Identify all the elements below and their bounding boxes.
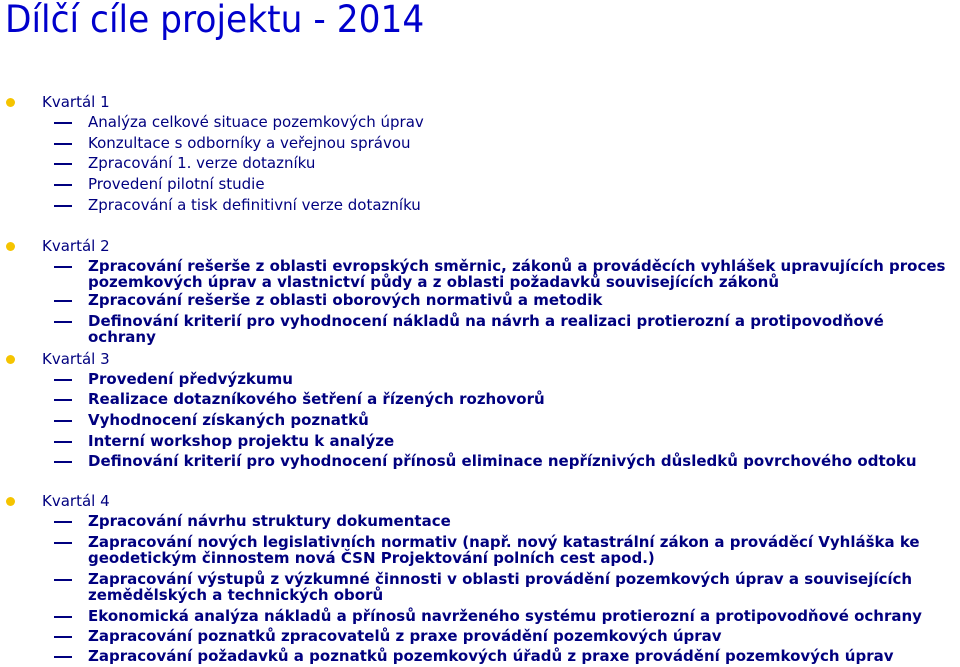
dash-icon <box>54 184 72 186</box>
list-item-text: Ekonomická analýza nákladů a přínosů navrženého systému protierozní a protipovodňové ochrany <box>88 607 922 625</box>
list-item-text: Zpracování rešerše z oblasti evropských směrnic, zákonů a prováděcích vyhlášek upravujících proces pozemkových úprav a vlastnictví půdy a z oblasti požadavků souvisejících zákonů <box>88 257 946 291</box>
list-item-text: Zpracování rešerše z oblasti oborových normativů a metodik <box>88 291 603 309</box>
dash-icon <box>54 266 72 268</box>
bullet-dot-icon <box>6 98 15 107</box>
dash-icon <box>54 656 72 658</box>
dash-icon <box>54 379 72 381</box>
list-item-text: Vyhodnocení získaných poznatků <box>88 411 369 429</box>
list-item-text: Zapracování nových legislativních normativ (např. nový katastrální zákon a prováděcí Vyhláška ke geodetickým činnostem nová ČSN Projektování polních cest apod.) <box>88 533 920 567</box>
list-item-text: Interní workshop projektu k analýze <box>88 432 395 450</box>
quarter-label: Kvartál 4 <box>42 492 110 510</box>
list-item-text: Zapracování požadavků a poznatků pozemkových úřadů z praxe provádění pozemkových úprav <box>88 647 894 665</box>
quarter-label: Kvartál 3 <box>42 350 110 368</box>
list-item-text: Definování kriterií pro vyhodnocení přínosů eliminace nepříznivých důsledků povrchového odtoku <box>88 452 917 470</box>
dash-icon <box>54 579 72 581</box>
dash-icon <box>54 636 72 638</box>
list-item-text: Provedení předvýzkumu <box>88 370 293 388</box>
list-item-text: Zpracování 1. verze dotazníku <box>88 154 316 172</box>
dash-icon <box>54 420 72 422</box>
dash-icon <box>54 461 72 463</box>
dash-icon <box>54 163 72 165</box>
list-item-text: Realizace dotazníkového šetření a řízených rozhovorů <box>88 390 545 408</box>
dash-icon <box>54 616 72 618</box>
quarter-label: Kvartál 2 <box>42 237 110 255</box>
quarter-label: Kvartál 1 <box>42 93 110 111</box>
list-item-text: Definování kriterií pro vyhodnocení nákladů na návrh a realizaci protierozní a protipovodňové ochrany <box>88 312 884 346</box>
dash-icon <box>54 300 72 302</box>
bullet-dot-icon <box>6 355 15 364</box>
dash-icon <box>54 143 72 145</box>
list-item-text: Provedení pilotní studie <box>88 175 265 193</box>
dash-icon <box>54 321 72 323</box>
bullet-dot-icon <box>6 497 15 506</box>
page-title: Dílčí cíle projektu - 2014 <box>5 0 425 41</box>
list-item-text: Zapracování poznatků zpracovatelů z praxe provádění pozemkových úprav <box>88 627 722 645</box>
list-item-text: Zpracování návrhu struktury dokumentace <box>88 512 451 530</box>
list-item-text: Zpracování a tisk definitivní verze dotazníku <box>88 196 421 214</box>
dash-icon <box>54 542 72 544</box>
bullet-dot-icon <box>6 242 15 251</box>
dash-icon <box>54 205 72 207</box>
dash-icon <box>54 122 72 124</box>
list-item-text: Konzultace s odborníky a veřejnou správou <box>88 134 411 152</box>
dash-icon <box>54 521 72 523</box>
dash-icon <box>54 399 72 401</box>
list-item-text: Analýza celkové situace pozemkových úprav <box>88 113 424 131</box>
dash-icon <box>54 441 72 443</box>
list-item-text: Zapracování výstupů z výzkumné činnosti v oblasti provádění pozemkových úprav a souvisejících zemědělských a technických oborů <box>88 570 913 604</box>
